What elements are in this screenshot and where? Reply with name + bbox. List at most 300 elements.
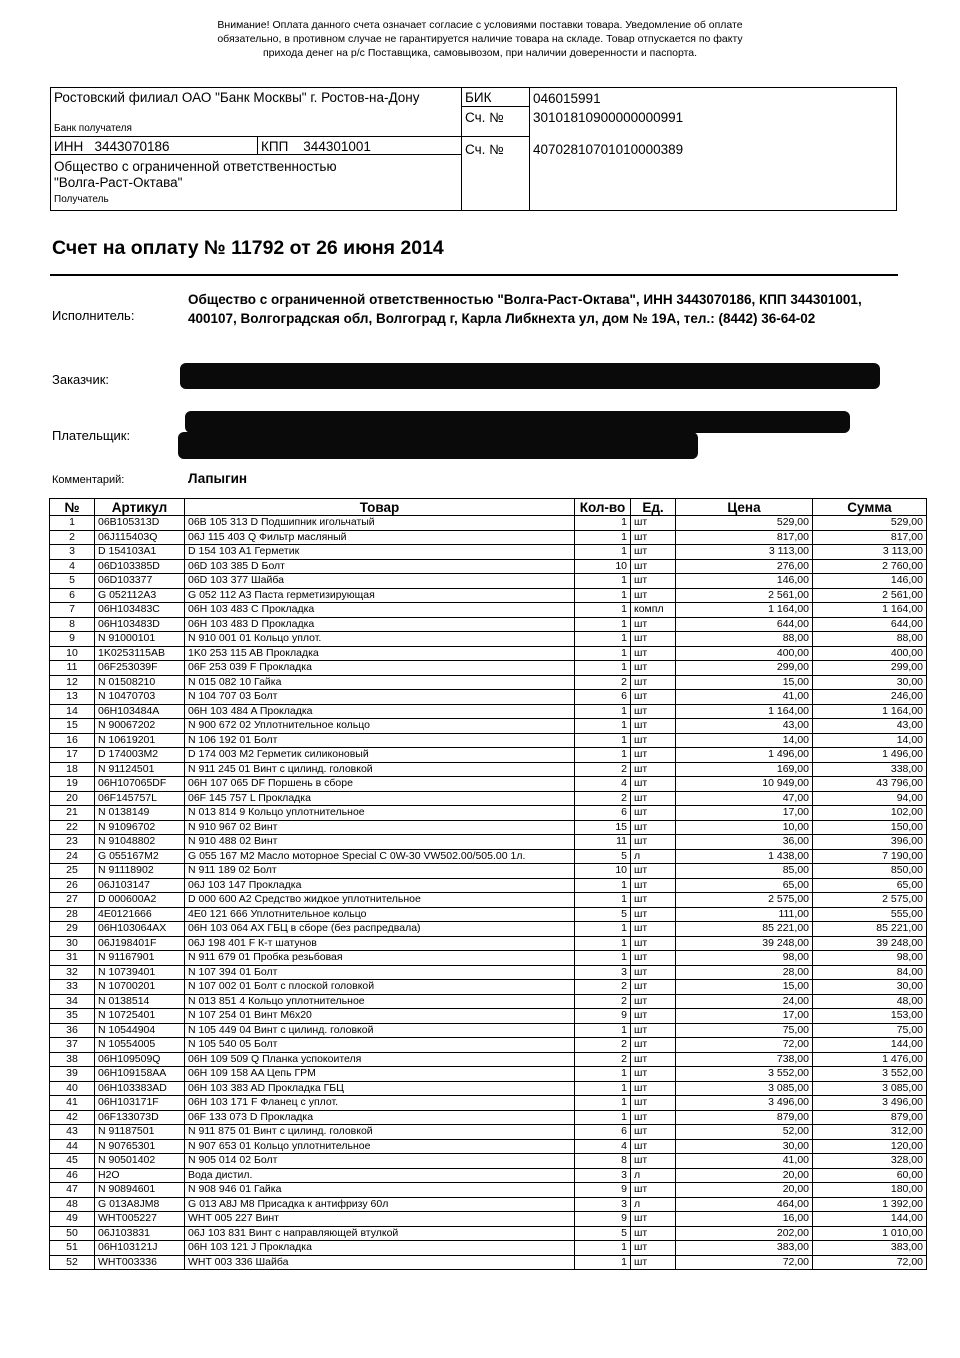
row-price: 299,00	[676, 661, 813, 676]
title-divider	[50, 274, 898, 276]
row-sum: 144,00	[813, 1212, 927, 1227]
row-unit: шт	[631, 762, 676, 777]
row-qty: 1	[575, 588, 631, 603]
row-unit: шт	[631, 980, 676, 995]
table-row	[50, 1168, 927, 1183]
table-row	[50, 922, 927, 937]
row-product: 06J 115 403 Q Фильтр масляный	[185, 530, 575, 545]
row-article: G 052112A3	[95, 588, 185, 603]
row-sum: 7 190,00	[813, 849, 927, 864]
row-product: 06H 103 483 D Прокладка	[185, 617, 575, 632]
row-article: N 10739401	[95, 965, 185, 980]
ks-value: 30101810900000000991	[533, 110, 684, 125]
recipient-line-2: "Волга-Раст-Октава"	[54, 175, 183, 190]
row-product: N 910 967 02 Винт	[185, 820, 575, 835]
row-sum: 94,00	[813, 791, 927, 806]
row-number: 48	[50, 1197, 95, 1212]
row-number: 4	[50, 559, 95, 574]
row-article: WHT005227	[95, 1212, 185, 1227]
row-unit: шт	[631, 864, 676, 879]
row-price: 738,00	[676, 1052, 813, 1067]
col-header-sum: Сумма	[813, 499, 927, 516]
executor-value: Общество с ограниченной ответственностью "Волга-Раст-Октава", ИНН 3443070186, КПП 344301001, 400107, Волгоградская обл, Волгоград г, Карла Либкнехта ул, дом № 19А, тел.: (8442) 36-64-02	[188, 292, 862, 326]
row-qty: 1	[575, 603, 631, 618]
row-sum: 43 796,00	[813, 777, 927, 792]
row-product: N 911 679 01 Пробка резьбовая	[185, 951, 575, 966]
row-sum: 102,00	[813, 806, 927, 821]
row-qty: 1	[575, 878, 631, 893]
row-sum: 1 010,00	[813, 1226, 927, 1241]
recipient-caption: Получатель	[54, 194, 109, 205]
row-article: N 90765301	[95, 1139, 185, 1154]
row-product: N 107 394 01 Болт	[185, 965, 575, 980]
row-product: 06H 109 158 AA Цепь ГРМ	[185, 1067, 575, 1082]
row-price: 41,00	[676, 1154, 813, 1169]
row-sum: 555,00	[813, 907, 927, 922]
row-unit: шт	[631, 704, 676, 719]
row-number: 23	[50, 835, 95, 850]
table-row	[50, 1009, 927, 1024]
row-price: 20,00	[676, 1183, 813, 1198]
row-qty: 3	[575, 965, 631, 980]
row-product: G 055 167 M2 Масло моторное Special C 0W-30 VW502.00/505.00 1л.	[185, 849, 575, 864]
recipient-line-1: Общество с ограниченной ответственностью	[54, 159, 337, 174]
row-article: N 91096702	[95, 820, 185, 835]
row-unit: шт	[631, 1139, 676, 1154]
inn-label: ИНН	[54, 139, 84, 154]
row-price: 15,00	[676, 675, 813, 690]
row-article: N 91124501	[95, 762, 185, 777]
row-article: N 91118902	[95, 864, 185, 879]
row-unit: шт	[631, 516, 676, 531]
table-row	[50, 545, 927, 560]
row-price: 111,00	[676, 907, 813, 922]
row-number: 21	[50, 806, 95, 821]
row-number: 9	[50, 632, 95, 647]
row-sum: 3 496,00	[813, 1096, 927, 1111]
row-sum: 400,00	[813, 646, 927, 661]
table-row	[50, 907, 927, 922]
row-sum: 14,00	[813, 733, 927, 748]
row-product: N 107 002 01 Болт с плоской головкой	[185, 980, 575, 995]
table-row	[50, 1154, 927, 1169]
row-price: 3 085,00	[676, 1081, 813, 1096]
table-row	[50, 1081, 927, 1096]
row-article: G 013A8JM8	[95, 1197, 185, 1212]
row-unit: шт	[631, 922, 676, 937]
row-number: 33	[50, 980, 95, 995]
bank-caption: Банк получателя	[54, 123, 132, 134]
row-qty: 2	[575, 762, 631, 777]
payer-redacted-2	[178, 432, 698, 459]
row-article: 4E0121666	[95, 907, 185, 922]
row-article: 1K0253115AB	[95, 646, 185, 661]
row-product: N 015 082 10 Гайка	[185, 675, 575, 690]
table-row	[50, 1038, 927, 1053]
table-row	[50, 675, 927, 690]
row-price: 169,00	[676, 762, 813, 777]
row-sum: 1 496,00	[813, 748, 927, 763]
row-sum: 43,00	[813, 719, 927, 734]
row-sum: 2 575,00	[813, 893, 927, 908]
row-sum: 30,00	[813, 980, 927, 995]
row-unit: л	[631, 849, 676, 864]
row-qty: 1	[575, 1023, 631, 1038]
row-article: 06H103484A	[95, 704, 185, 719]
row-price: 17,00	[676, 806, 813, 821]
row-sum: 60,00	[813, 1168, 927, 1183]
row-unit: шт	[631, 1067, 676, 1082]
row-product: 06H 109 509 Q Планка успокоителя	[185, 1052, 575, 1067]
table-row	[50, 806, 927, 821]
row-number: 36	[50, 1023, 95, 1038]
row-article: 06B105313D	[95, 516, 185, 531]
row-price: 85,00	[676, 864, 813, 879]
row-price: 400,00	[676, 646, 813, 661]
row-number: 35	[50, 1009, 95, 1024]
row-article: N 91000101	[95, 632, 185, 647]
col-header-unit: Ед.	[631, 499, 676, 516]
row-price: 383,00	[676, 1241, 813, 1256]
row-price: 3 552,00	[676, 1067, 813, 1082]
row-price: 3 113,00	[676, 545, 813, 560]
row-article: N 0138149	[95, 806, 185, 821]
row-price: 43,00	[676, 719, 813, 734]
row-price: 75,00	[676, 1023, 813, 1038]
row-price: 2 561,00	[676, 588, 813, 603]
row-unit: шт	[631, 1023, 676, 1038]
items-table	[49, 498, 927, 1270]
row-sum: 1 476,00	[813, 1052, 927, 1067]
row-product: N 911 875 01 Винт с цилинд. головкой	[185, 1125, 575, 1140]
row-product: 06F 253 039 F Прокладка	[185, 661, 575, 676]
row-price: 3 496,00	[676, 1096, 813, 1111]
customer-label: Заказчик:	[52, 372, 110, 387]
row-number: 49	[50, 1212, 95, 1227]
kpp-value: 344301001	[303, 139, 371, 154]
row-unit: шт	[631, 1241, 676, 1256]
row-price: 1 164,00	[676, 603, 813, 618]
items-body	[50, 516, 927, 1270]
table-row	[50, 980, 927, 995]
row-product: N 106 192 01 Болт	[185, 733, 575, 748]
row-qty: 1	[575, 646, 631, 661]
row-unit: шт	[631, 748, 676, 763]
row-number: 47	[50, 1183, 95, 1198]
customer-redacted	[180, 363, 880, 389]
row-qty: 6	[575, 690, 631, 705]
row-product: N 907 653 01 Кольцо уплотнительное	[185, 1139, 575, 1154]
row-price: 36,00	[676, 835, 813, 850]
row-price: 47,00	[676, 791, 813, 806]
row-number: 41	[50, 1096, 95, 1111]
row-qty: 10	[575, 559, 631, 574]
row-number: 42	[50, 1110, 95, 1125]
row-article: 06H103064AX	[95, 922, 185, 937]
col-header-article: Артикул	[95, 499, 185, 516]
row-qty: 3	[575, 1168, 631, 1183]
table-row	[50, 1096, 927, 1111]
row-price: 65,00	[676, 878, 813, 893]
row-sum: 383,00	[813, 1241, 927, 1256]
row-article: 06H103121J	[95, 1241, 185, 1256]
row-price: 52,00	[676, 1125, 813, 1140]
row-number: 28	[50, 907, 95, 922]
row-article: 06F133073D	[95, 1110, 185, 1125]
row-unit: шт	[631, 574, 676, 589]
row-product: N 104 707 03 Болт	[185, 690, 575, 705]
row-number: 24	[50, 849, 95, 864]
row-number: 19	[50, 777, 95, 792]
row-article: 06J103831	[95, 1226, 185, 1241]
row-article: 06H103483C	[95, 603, 185, 618]
col-header-product: Товар	[185, 499, 575, 516]
table-row	[50, 530, 927, 545]
notice-line-1: Внимание! Оплата данного счета означает согласие с условиями поставки товара. Уведомление об оплате	[217, 19, 743, 31]
ks-label: Сч. №	[465, 110, 504, 125]
row-sum: 30,00	[813, 675, 927, 690]
row-number: 39	[50, 1067, 95, 1082]
row-article: N 10470703	[95, 690, 185, 705]
inn-value: 3443070186	[94, 139, 170, 154]
row-number: 22	[50, 820, 95, 835]
row-article: D 154103A1	[95, 545, 185, 560]
row-product: WHT 005 227 Винт	[185, 1212, 575, 1227]
table-row	[50, 1255, 927, 1270]
row-article: 06J198401F	[95, 936, 185, 951]
row-sum: 120,00	[813, 1139, 927, 1154]
row-unit: шт	[631, 1255, 676, 1270]
row-unit: шт	[631, 675, 676, 690]
row-unit: шт	[631, 632, 676, 647]
row-article: 06J103147	[95, 878, 185, 893]
row-unit: шт	[631, 530, 676, 545]
row-qty: 6	[575, 806, 631, 821]
row-qty: 1	[575, 1110, 631, 1125]
row-price: 15,00	[676, 980, 813, 995]
row-sum: 644,00	[813, 617, 927, 632]
row-number: 12	[50, 675, 95, 690]
row-article: N 10700201	[95, 980, 185, 995]
table-row	[50, 835, 927, 850]
row-unit: шт	[631, 951, 676, 966]
row-price: 202,00	[676, 1226, 813, 1241]
table-row	[50, 690, 927, 705]
rs-label: Сч. №	[465, 142, 504, 157]
row-qty: 1	[575, 893, 631, 908]
row-product: 06F 133 073 D Прокладка	[185, 1110, 575, 1125]
row-sum: 817,00	[813, 530, 927, 545]
row-article: 06H103171F	[95, 1096, 185, 1111]
row-unit: шт	[631, 791, 676, 806]
row-unit: шт	[631, 559, 676, 574]
row-article: H2O	[95, 1168, 185, 1183]
row-number: 52	[50, 1255, 95, 1270]
row-number: 3	[50, 545, 95, 560]
row-qty: 11	[575, 835, 631, 850]
row-sum: 48,00	[813, 994, 927, 1009]
row-product: G 052 112 A3 Паста герметизирующая	[185, 588, 575, 603]
row-unit: шт	[631, 719, 676, 734]
comment-value: Лапыгин	[188, 471, 248, 486]
row-number: 11	[50, 661, 95, 676]
row-qty: 15	[575, 820, 631, 835]
row-price: 14,00	[676, 733, 813, 748]
row-unit: шт	[631, 1038, 676, 1053]
row-qty: 5	[575, 1226, 631, 1241]
row-sum: 144,00	[813, 1038, 927, 1053]
row-product: 06J 103 147 Прокладка	[185, 878, 575, 893]
row-sum: 246,00	[813, 690, 927, 705]
row-product: N 107 254 01 Винт M6x20	[185, 1009, 575, 1024]
row-product: 06H 107 065 DF Поршень в сборе	[185, 777, 575, 792]
row-number: 13	[50, 690, 95, 705]
invoice-title: Счет на оплату № 11792 от 26 июня 2014	[52, 237, 444, 259]
row-article: D 000600A2	[95, 893, 185, 908]
row-qty: 1	[575, 1241, 631, 1256]
row-unit: шт	[631, 893, 676, 908]
row-price: 1 164,00	[676, 704, 813, 719]
table-row	[50, 965, 927, 980]
row-price: 276,00	[676, 559, 813, 574]
payment-notice	[140, 18, 820, 60]
row-number: 16	[50, 733, 95, 748]
row-qty: 3	[575, 1197, 631, 1212]
table-row	[50, 1067, 927, 1082]
row-number: 27	[50, 893, 95, 908]
table-row	[50, 719, 927, 734]
bank-name: Ростовский филиал ОАО "Банк Москвы" г. Ростов-на-Дону	[54, 90, 420, 105]
row-sum: 146,00	[813, 574, 927, 589]
row-number: 18	[50, 762, 95, 777]
row-article: 06H109509Q	[95, 1052, 185, 1067]
row-number: 30	[50, 936, 95, 951]
row-product: D 154 103 A1 Герметик	[185, 545, 575, 560]
row-qty: 1	[575, 951, 631, 966]
row-unit: шт	[631, 994, 676, 1009]
row-product: N 910 001 01 Кольцо уплот.	[185, 632, 575, 647]
table-row	[50, 864, 927, 879]
rs-value: 40702810701010000389	[533, 142, 684, 157]
row-article: N 91048802	[95, 835, 185, 850]
row-qty: 1	[575, 617, 631, 632]
row-product: G 013 A8J M8 Присадка к антифризу 60л	[185, 1197, 575, 1212]
table-row	[50, 936, 927, 951]
row-product: D 000 600 A2 Средство жидкое уплотнительное	[185, 893, 575, 908]
table-row	[50, 661, 927, 676]
table-row	[50, 1052, 927, 1067]
row-article: N 10619201	[95, 733, 185, 748]
row-article: N 01508210	[95, 675, 185, 690]
row-unit: шт	[631, 661, 676, 676]
row-sum: 98,00	[813, 951, 927, 966]
row-unit: шт	[631, 878, 676, 893]
table-row	[50, 820, 927, 835]
row-unit: шт	[631, 806, 676, 821]
row-unit: шт	[631, 690, 676, 705]
table-row	[50, 1241, 927, 1256]
row-sum: 1 164,00	[813, 704, 927, 719]
col-header-number: №	[50, 499, 95, 516]
row-unit: шт	[631, 1052, 676, 1067]
row-number: 43	[50, 1125, 95, 1140]
row-sum: 2 760,00	[813, 559, 927, 574]
row-article: WHT003336	[95, 1255, 185, 1270]
row-unit: шт	[631, 907, 676, 922]
table-row	[50, 748, 927, 763]
row-qty: 1	[575, 748, 631, 763]
row-sum: 65,00	[813, 878, 927, 893]
row-product: 06H 103 484 A Прокладка	[185, 704, 575, 719]
row-sum: 75,00	[813, 1023, 927, 1038]
row-qty: 2	[575, 791, 631, 806]
table-row	[50, 791, 927, 806]
row-product: WHT 003 336 Шайба	[185, 1255, 575, 1270]
row-product: 06D 103 377 Шайба	[185, 574, 575, 589]
notice-line-3: прихода денег на р/с Поставщика, самовывозом, при наличии доверенности и паспорта.	[262, 47, 698, 59]
row-article: N 10554005	[95, 1038, 185, 1053]
row-article: N 90894601	[95, 1183, 185, 1198]
table-row	[50, 588, 927, 603]
comment-label: Комментарий:	[52, 474, 125, 486]
bik-label: БИК	[465, 90, 492, 105]
row-price: 817,00	[676, 530, 813, 545]
table-row	[50, 1183, 927, 1198]
row-qty: 1	[575, 936, 631, 951]
table-row	[50, 777, 927, 792]
row-qty: 2	[575, 1038, 631, 1053]
notice-line-2: обязательно, в противном случае не гарантируется наличие товара на складе. Товар отпускается по факту	[217, 33, 743, 45]
row-price: 879,00	[676, 1110, 813, 1125]
row-product: 06B 105 313 D Подшипник игольчатый	[185, 516, 575, 531]
row-article: 06F145757L	[95, 791, 185, 806]
row-product: N 910 488 02 Винт	[185, 835, 575, 850]
row-sum: 1 164,00	[813, 603, 927, 618]
row-number: 32	[50, 965, 95, 980]
row-number: 29	[50, 922, 95, 937]
row-sum: 299,00	[813, 661, 927, 676]
row-unit: л	[631, 1197, 676, 1212]
row-price: 146,00	[676, 574, 813, 589]
row-number: 40	[50, 1081, 95, 1096]
row-price: 88,00	[676, 632, 813, 647]
row-price: 98,00	[676, 951, 813, 966]
row-product: Вода дистил.	[185, 1168, 575, 1183]
table-row	[50, 1226, 927, 1241]
row-product: 06H 103 121 J Прокладка	[185, 1241, 575, 1256]
row-qty: 2	[575, 675, 631, 690]
row-product: 4E0 121 666 Уплотнительное кольцо	[185, 907, 575, 922]
table-row	[50, 733, 927, 748]
row-qty: 9	[575, 1183, 631, 1198]
row-qty: 9	[575, 1212, 631, 1227]
row-unit: шт	[631, 733, 676, 748]
table-row	[50, 1212, 927, 1227]
row-article: N 91167901	[95, 951, 185, 966]
row-qty: 9	[575, 1009, 631, 1024]
row-article: N 90067202	[95, 719, 185, 734]
row-sum: 396,00	[813, 835, 927, 850]
row-sum: 1 392,00	[813, 1197, 927, 1212]
payer-redacted	[185, 411, 850, 433]
table-row	[50, 516, 927, 531]
row-price: 644,00	[676, 617, 813, 632]
row-sum: 3 113,00	[813, 545, 927, 560]
row-product: 06D 103 385 D Болт	[185, 559, 575, 574]
row-qty: 1	[575, 632, 631, 647]
row-unit: шт	[631, 936, 676, 951]
row-price: 2 575,00	[676, 893, 813, 908]
